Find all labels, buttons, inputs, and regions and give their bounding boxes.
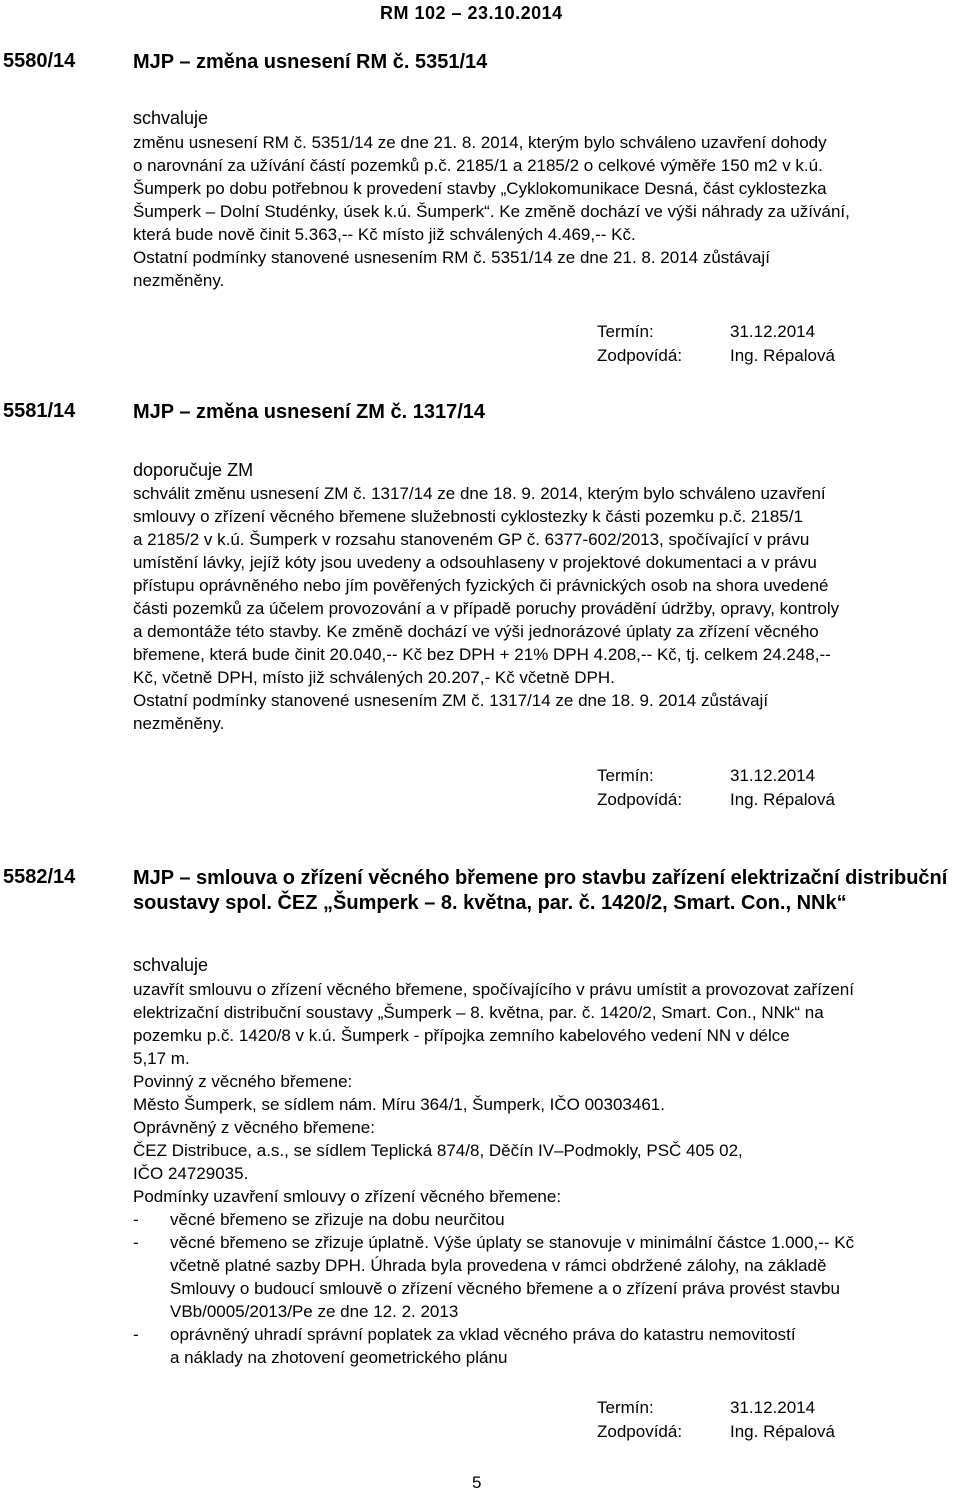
- resolution-number: 5581/14: [3, 400, 76, 422]
- list-dash: -: [133, 1325, 139, 1344]
- list-item-line: Smlouvy o budoucí smlouvě o zřízení věcného břemene a o zřízení práva provést stavbu: [170, 1279, 840, 1298]
- body-line: o narovnání za užívání částí pozemků p.č. 2185/1 a 2185/2 o celkové výměře 150 m2 v k.ú.: [133, 156, 823, 175]
- body-line: části pozemků za účelem provozování a v případě poruchy provádění údržby, opravy, kontroly: [133, 599, 840, 618]
- resolution-verb: schvaluje: [133, 955, 209, 975]
- body-line: Šumperk po dobu potřebnou k provedení stavby „Cyklokomunikace Desná, část cyklostezka: [133, 179, 827, 198]
- resolution-number: 5582/14: [3, 866, 76, 888]
- deadline-label: Termín:: [597, 766, 654, 785]
- body-line: nezměněny.: [133, 714, 225, 733]
- body-line: Ostatní podmínky stanovené usnesením ZM č. 1317/14 ze dne 18. 9. 2014 zůstávají: [133, 691, 769, 710]
- body-line: a 2185/2 v k.ú. Šumperk v rozsahu stanoveném GP č. 6377-602/2013, spočívající v právu: [133, 530, 810, 549]
- resolution-verb: doporučuje ZM: [133, 460, 254, 480]
- body-line: Povinný z věcného břemene:: [133, 1072, 353, 1091]
- resolution-body: [133, 482, 955, 735]
- list-item-line: včetně platné sazby DPH. Úhrada byla provedena v rámci obdržené zálohy, na základě: [170, 1256, 827, 1275]
- list-item-line: věcné břemeno se zřizuje úplatně. Výše úplaty se stanovuje v minimální částce 1.000,-- Kč: [170, 1233, 855, 1252]
- resolution-title: [133, 400, 485, 425]
- resolution-verb: schvaluje: [133, 108, 209, 128]
- body-line: a demontáže této stavby. Ke změně dochází ve výši jednorázové úplaty za zřízení věcného: [133, 622, 819, 641]
- body-line: IČO 24729035.: [133, 1164, 249, 1183]
- body-line: uzavřít smlouvu o zřízení věcného břemene, spočívajícího v právu umístit a provozovat zařízení: [133, 980, 854, 999]
- list-item-line: oprávněný uhradí správní poplatek za vklad věcného práva do katastru nemovitostí: [170, 1325, 796, 1344]
- deadline-block: [597, 320, 835, 368]
- body-line: Město Šumperk, se sídlem nám. Míru 364/1, Šumperk, IČO 00303461.: [133, 1095, 665, 1114]
- list-item: [133, 1323, 955, 1369]
- list-item-line: a náklady na zhotovení geometrického plánu: [170, 1348, 508, 1367]
- body-line: Šumperk – Dolní Studénky, úsek k.ú. Šumperk“. Ke změně dochází ve výši náhrady za užívání,: [133, 202, 850, 221]
- deadline-value: 31.12.2014: [730, 1398, 816, 1417]
- body-line: elektrizační distribuční soustavy „Šumperk – 8. května, par. č. 1420/2, Smart. Con., NNk“ na: [133, 1003, 824, 1022]
- resolution-number: 5580/14: [3, 50, 76, 72]
- body-line: přístupu oprávněného nebo jím pověřených fyzických či právnických osob na shora uvedené: [133, 576, 829, 595]
- resolution-body: [133, 131, 953, 292]
- body-line: pozemku p.č. 1420/8 v k.ú. Šumperk - přípojka zemního kabelového vedení NN v délce: [133, 1026, 790, 1045]
- body-line: která bude nově činit 5.363,-- Kč místo již schválených 4.469,-- Kč.: [133, 225, 636, 244]
- responsible-value: Ing. Répalová: [730, 790, 835, 809]
- list-item: [133, 1231, 955, 1323]
- body-line: změnu usnesení RM č. 5351/14 ze dne 21. 8. 2014, kterým bylo schváleno uzavření dohody: [133, 133, 827, 152]
- list-dash: -: [133, 1233, 139, 1252]
- responsible-label: Zodpovídá:: [597, 1422, 683, 1441]
- resolution-title-line: MJP – smlouva o zřízení věcného břemene pro stavbu zařízení elektrizační distribuční: [133, 867, 948, 889]
- list-item-line: věcné břemeno se zřizuje na dobu neurčitou: [170, 1210, 505, 1229]
- list-dash: -: [133, 1210, 139, 1229]
- body-line: Ostatní podmínky stanovené usnesením RM č. 5351/14 ze dne 21. 8. 2014 zůstávají: [133, 248, 770, 267]
- body-line: břemene, která bude činit 20.040,-- Kč bez DPH + 21% DPH 4.208,-- Kč, tj. celkem 24.248,--: [133, 645, 831, 664]
- list-item: [133, 1208, 955, 1231]
- responsible-label: Zodpovídá:: [597, 790, 683, 809]
- responsible-value: Ing. Répalová: [730, 346, 835, 365]
- deadline-label: Termín:: [597, 322, 654, 341]
- deadline-value: 31.12.2014: [730, 322, 816, 341]
- body-line: schválit změnu usnesení ZM č. 1317/14 ze dne 18. 9. 2014, kterým bylo schváleno uzavření: [133, 484, 826, 503]
- body-line: umístění lávky, jejíž kóty jsou uvedeny a odsouhlaseny v projektové dokumentaci a v právu: [133, 553, 817, 572]
- resolution-title-line: soustavy spol. ČEZ „Šumperk – 8. května, par. č. 1420/2, Smart. Con., NNk“: [133, 892, 847, 914]
- body-line: Oprávněný z věcného břemene:: [133, 1118, 375, 1137]
- document-header: RM 102 – 23.10.2014: [380, 3, 563, 23]
- list-item-line: VBb/0005/2013/Pe ze dne 12. 2. 2013: [170, 1302, 459, 1321]
- responsible-value: Ing. Répalová: [730, 1422, 835, 1441]
- deadline-block: [597, 764, 835, 812]
- deadline-value: 31.12.2014: [730, 766, 816, 785]
- responsible-label: Zodpovídá:: [597, 346, 683, 365]
- resolution-title-line: MJP – změna usnesení RM č. 5351/14: [133, 51, 488, 73]
- body-line: nezměněny.: [133, 271, 225, 290]
- body-line: Podmínky uzavření smlouvy o zřízení věcného břemene:: [133, 1187, 562, 1206]
- page-number: 5: [472, 1473, 482, 1492]
- deadline-block: [597, 1396, 835, 1444]
- body-line: Kč, včetně DPH, místo již schválených 20.207,- Kč včetně DPH.: [133, 668, 615, 687]
- resolution-title-line: MJP – změna usnesení ZM č. 1317/14: [133, 401, 486, 423]
- resolution-body: [133, 978, 955, 1208]
- body-line: smlouvy o zřízení věcného břemene služebnosti cyklostezky k části pozemku p.č. 2185/1: [133, 507, 803, 526]
- resolution-title: [133, 50, 487, 75]
- deadline-label: Termín:: [597, 1398, 654, 1417]
- body-line: ČEZ Distribuce, a.s., se sídlem Teplická 874/8, Děčín IV–Podmokly, PSČ 405 02,: [133, 1141, 743, 1160]
- body-line: 5,17 m.: [133, 1049, 190, 1068]
- resolution-title: [133, 866, 947, 916]
- conditions-list: [133, 1208, 955, 1369]
